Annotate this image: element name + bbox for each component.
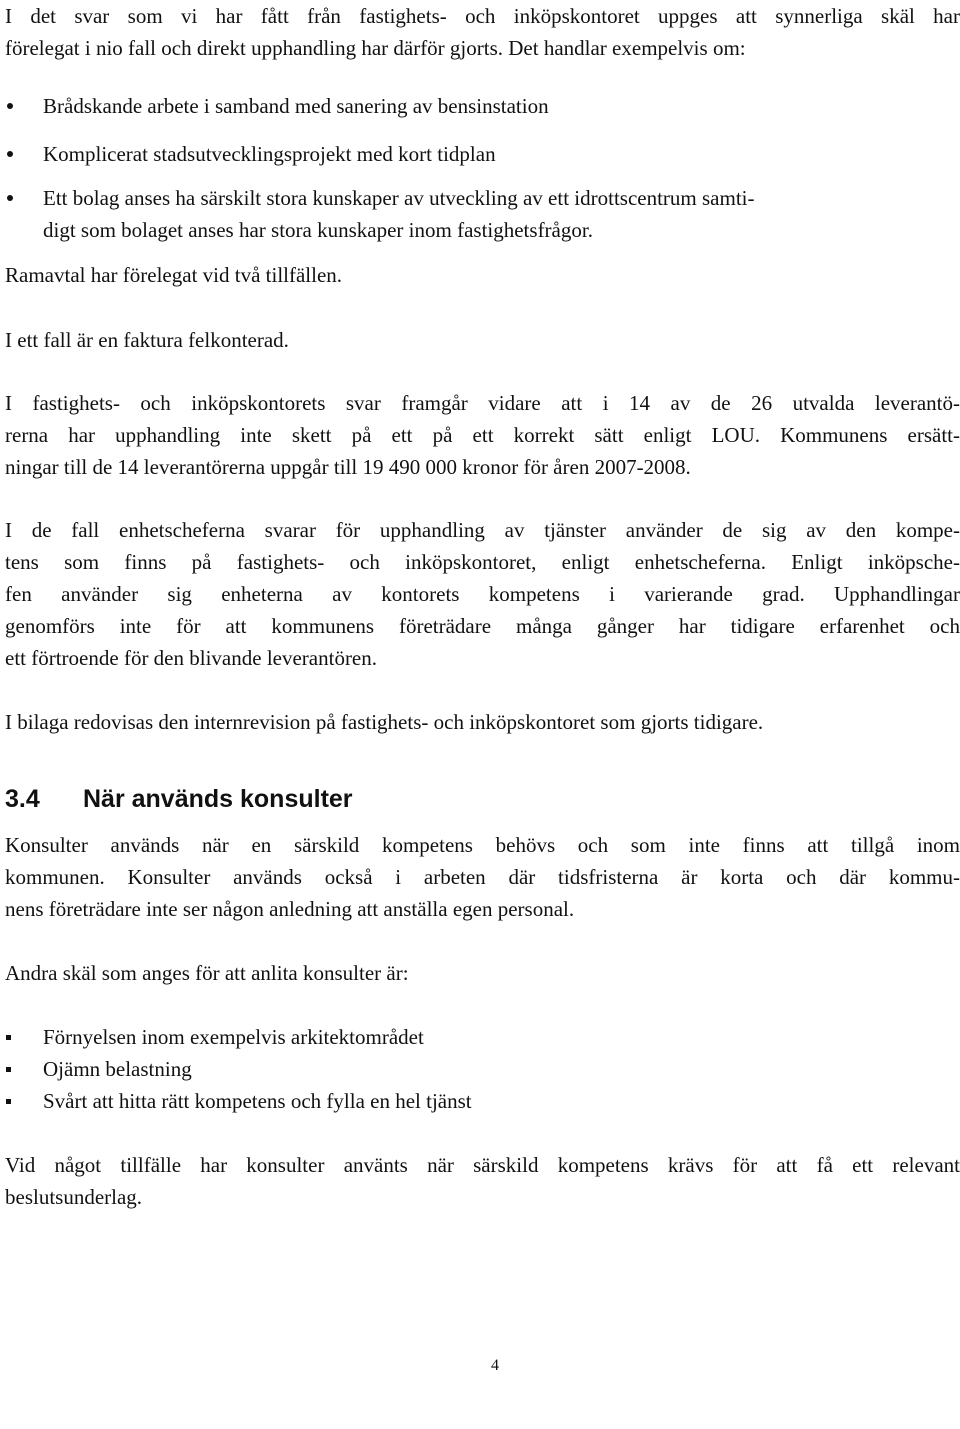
text-line: I fastighets- och inköpskontorets svar framgår vidare att i 14 av de 26 utvalda leverantö- [5,391,960,415]
konsulter-paragraph [5,829,960,925]
list-item [0,1053,960,1085]
text-line: I det svar som vi har fått från fastighets- och inköpskontoret uppges att synnerliga skäl har [5,4,960,28]
text-line: I de fall enhetscheferna svarar för upphandling av tjänster använder de sig av den kompe- [5,518,960,542]
square-bullet-icon [6,1067,11,1072]
enhetschefer-paragraph [5,514,960,674]
text-line: Vid något tillfälle har konsulter använts när särskild kompetens krävs för att få ett relevant [5,1153,960,1177]
text-line: tens som finns på fastighets- och inköpskontoret, enligt enhetscheferna. Enligt inköpsche- [5,550,960,574]
ramavtal-paragraph: Ramavtal har förelegat vid två tillfällen. [5,263,343,287]
list-item [0,138,960,182]
bullet-dot-icon [7,151,13,157]
text-line: ningar till de 14 leverantörerna uppgår till 19 490 000 kronor för åren 2007-2008. [5,455,691,479]
list-item [0,1021,960,1053]
section-heading [5,781,353,817]
list-item [0,1085,960,1117]
text-line: Konsulter används när en särskild kompetens behövs och som inte finns att tillgå inom [5,833,960,857]
text-line: kommunen. Konsulter används också i arbeten där tidsfristerna är korta och där kommu- [5,865,960,889]
list-item-text: digt som bolaget anses har stora kunskaper inom fastighetsfrågor. [43,218,593,242]
page-number: 4 [491,1357,499,1374]
section-title: När används konsulter [83,785,353,813]
intro-paragraph [5,0,960,64]
list-item-text: Brådskande arbete i samband med sanering av bensinstation [43,94,549,118]
bilaga-paragraph: I bilaga redovisas den internrevision på fastighets- och inköpskontoret som gjorts tidigare. [5,710,764,734]
list-item-text: Ojämn belastning [43,1057,192,1081]
list-item-text: Förnyelsen inom exempelvis arkitektområdet [43,1025,424,1049]
bullet-list-examples [0,90,960,246]
bullet-dot-icon [7,195,13,201]
tillfalle-paragraph [5,1149,960,1213]
faktura-paragraph: I ett fall är en faktura felkonterad. [5,328,289,352]
leverantorer-paragraph [5,387,960,483]
andra-skal-paragraph: Andra skäl som anges för att anlita konsulter är: [5,961,409,985]
text-line: rerna har upphandling inte skett på ett på ett korrekt sätt enligt LOU. Kommunens ersätt- [5,423,960,447]
text-line: genomförs inte för att kommunens företrädare många gånger har tidigare erfarenhet och [5,614,960,638]
list-item-text: Svårt att hitta rätt kompetens och fylla en hel tjänst [43,1089,472,1113]
list-item [0,182,960,246]
text-line: fen använder sig enheterna av kontorets kompetens i varierande grad. Upphandlingar [5,582,960,606]
bullet-dot-icon [7,103,13,109]
square-bullet-icon [6,1035,11,1040]
list-item-text: Komplicerat stadsutvecklingsprojekt med kort tidplan [43,142,496,166]
section-number: 3.4 [5,785,40,813]
list-item [0,90,960,138]
list-item-text: Ett bolag anses ha särskilt stora kunskaper av utveckling av ett idrottscentrum samti- [43,186,755,210]
text-line: beslutsunderlag. [5,1185,143,1209]
text-line: nens företrädare inte ser någon anledning att anställa egen personal. [5,897,575,921]
text-line: ett förtroende för den blivande leverantören. [5,646,378,670]
bullet-list-reasons [0,1021,960,1117]
text-line: förelegat i nio fall och direkt upphandling har därför gjorts. Det handlar exempelvis om: [5,36,746,60]
square-bullet-icon [6,1099,11,1104]
